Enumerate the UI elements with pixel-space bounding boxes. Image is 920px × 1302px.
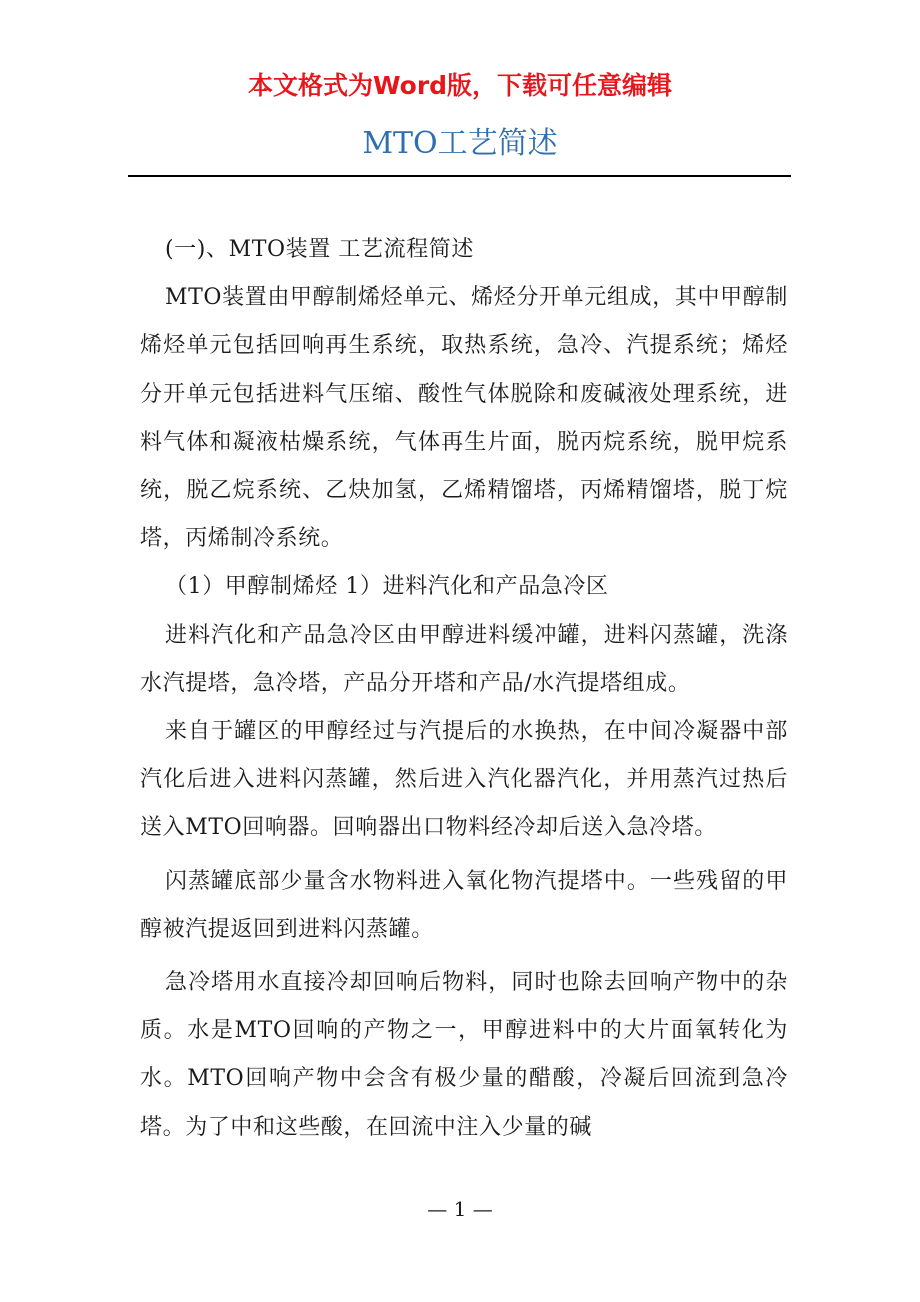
body-paragraph: 来自于罐区的甲醇经过与汽提后的水换热，在中间冷凝器中部汽化后进入进料闪蒸罐，然后进入汽化器汽化，并用蒸汽过热后送入MTO回响器。回响器出口物料经冷却后送入急冷塔。 (140, 719, 788, 841)
page-number: — 1 — (427, 1197, 493, 1221)
document-body (140, 226, 788, 1152)
body-paragraph: MTO装置由甲醇制烯烃单元、烯烃分开单元组成，其中甲醇制烯烃单元包括回响再生系统，取热系统，急冷、汽提系统；烯烃分开单元包括进料气压缩、酸性气体脱除和废碱液处理系统，进料气体和凝液枯燥系统，气体再生片面，脱丙烷系统，脱甲烷系统，脱乙烷系统、乙炔加氢，乙烯精馏塔，丙烯精馏塔，脱丁烷塔，丙烯制冷系统。 (140, 285, 788, 552)
title-underline (128, 175, 791, 177)
body-paragraph: 急冷塔用水直接冷却回响后物料，同时也除去回响产物中的杂质。水是MTO回响的产物之一，甲醇进料中的大片面氧转化为水。MTO回响产物中会含有极少量的醋酸，冷凝后回流到急冷塔。为了中和这些酸，在回流中注入少量的碱 (140, 970, 788, 1140)
section-heading: (一)、MTO装置 工艺流程简述 (165, 237, 474, 262)
body-paragraph: 进料汽化和产品急冷区由甲醇进料缓冲罐，进料闪蒸罐，洗涤水汽提塔，急冷塔，产品分开塔和产品/水汽提塔组成。 (140, 622, 788, 696)
document-title: MTO工艺简述 (362, 126, 558, 161)
body-paragraph: 闪蒸罐底部少量含水物料进入氧化物汽提塔中。一些残留的甲醇被汽提返回到进料闪蒸罐。 (140, 868, 788, 942)
subsection-heading: （1）甲醇制烯烃 1）进料汽化和产品急冷区 (165, 574, 609, 600)
download-notice-banner: 本文格式为Word版，下载可任意编辑 (247, 71, 673, 100)
